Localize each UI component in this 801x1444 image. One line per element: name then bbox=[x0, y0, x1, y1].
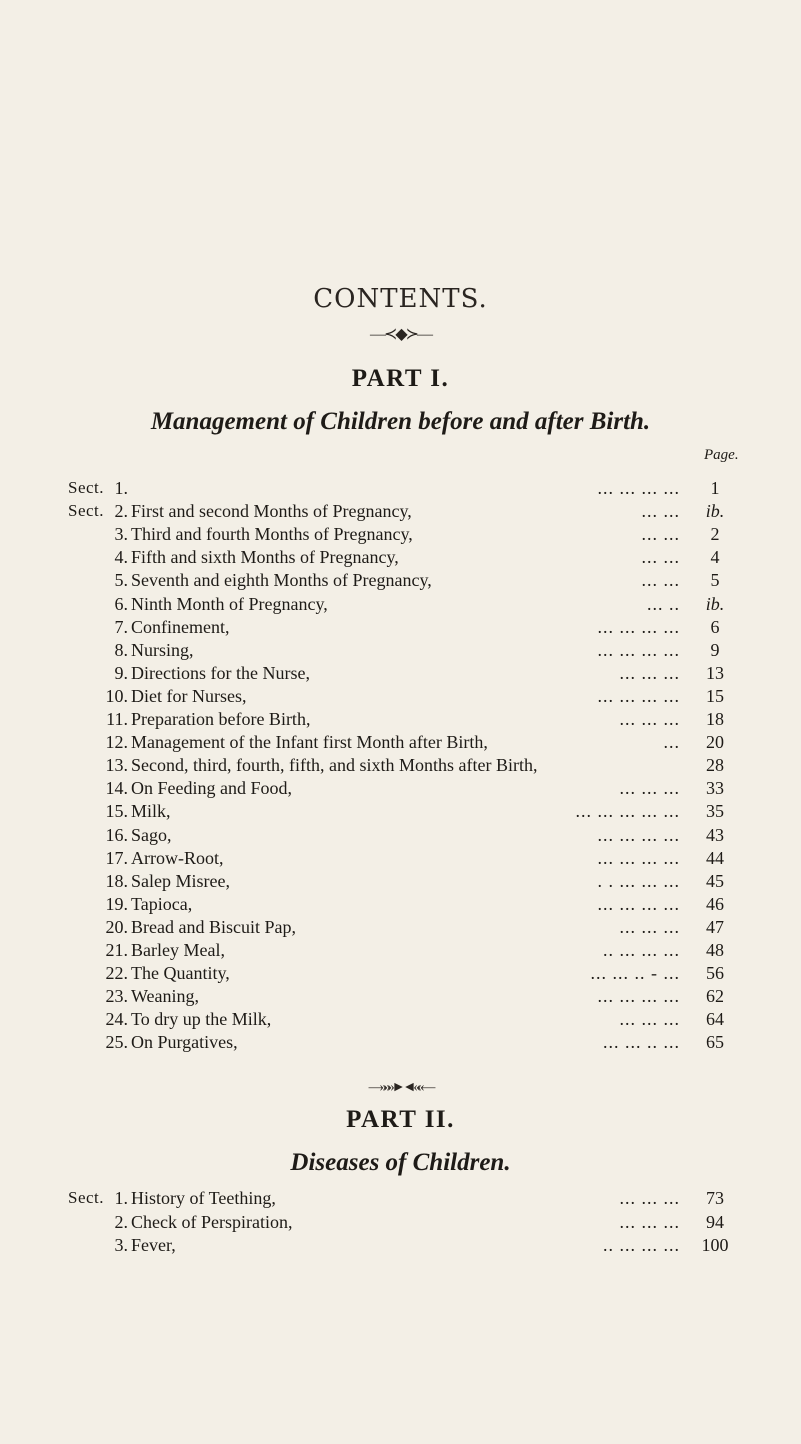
toc-entry bbox=[0, 800, 801, 822]
entry-leader-dots: ... ... ... bbox=[619, 662, 680, 683]
entry-title: Arrow-Root, bbox=[131, 847, 224, 868]
entry-title: Fever, bbox=[131, 1235, 176, 1255]
entry-page-number: 4 bbox=[710, 547, 720, 568]
entry-page-number: 45 bbox=[706, 870, 724, 891]
entry-title: First and second Months of Pregnancy, bbox=[131, 501, 412, 522]
toc-entry bbox=[0, 754, 801, 776]
toc-entry bbox=[0, 916, 801, 938]
entry-title: Directions for the Nurse, bbox=[131, 662, 310, 683]
page-column-heading: Page. bbox=[704, 447, 739, 463]
toc-entry bbox=[0, 870, 801, 892]
entry-number: 3. bbox=[114, 524, 128, 545]
toc-entry bbox=[0, 939, 801, 961]
entry-leader-dots: ... ... ... ... bbox=[597, 824, 680, 845]
entry-number: 4. bbox=[114, 547, 128, 568]
entry-number: 22. bbox=[105, 963, 128, 984]
toc-entry bbox=[0, 962, 801, 984]
entry-leader-dots: ... ... ... bbox=[619, 778, 680, 799]
entry-number: 19. bbox=[105, 893, 128, 914]
entry-leader-dots: . . ... ... ... bbox=[597, 870, 680, 891]
entry-page-number: 43 bbox=[706, 824, 724, 845]
entry-leader-dots: ... ... ... bbox=[619, 1188, 680, 1208]
entry-page-number: 73 bbox=[706, 1188, 724, 1208]
entry-page-number: 18 bbox=[706, 709, 724, 729]
toc-entry bbox=[0, 685, 801, 707]
entry-title: Preparation before Birth, bbox=[131, 709, 311, 729]
entry-title: Diet for Nurses, bbox=[131, 685, 247, 706]
sect-label: Sect. bbox=[68, 478, 105, 497]
page-heading: CONTENTS. bbox=[313, 284, 488, 314]
entry-title: History of Teething, bbox=[131, 1188, 276, 1208]
entry-title: Barley Meal, bbox=[131, 940, 225, 960]
entry-number: 2. bbox=[114, 501, 128, 522]
entry-leader-dots: ... ... .. - ... bbox=[590, 963, 680, 984]
entry-number: 8. bbox=[114, 639, 128, 660]
entry-title: Tapioca, bbox=[131, 893, 193, 914]
entry-leader-dots: ... ... ... ... bbox=[597, 685, 680, 706]
toc-entry bbox=[0, 1211, 801, 1233]
toc-entry bbox=[0, 477, 801, 499]
entry-number: 2. bbox=[114, 1211, 128, 1232]
entry-number: 15. bbox=[105, 801, 128, 822]
toc-entry bbox=[0, 1187, 801, 1209]
part2-title: PART II. bbox=[346, 1106, 455, 1133]
toc-entry bbox=[0, 500, 801, 522]
entry-page-number: 100 bbox=[701, 1235, 729, 1255]
entry-leader-dots: ... bbox=[663, 732, 680, 753]
entry-title: Third and fourth Months of Pregnancy, bbox=[131, 524, 413, 545]
entry-page-number: 64 bbox=[706, 1009, 724, 1030]
toc-entry bbox=[0, 824, 801, 846]
entry-title: On Purgatives, bbox=[131, 1032, 238, 1053]
entry-number: 20. bbox=[105, 916, 128, 937]
entry-page-number: 5 bbox=[710, 570, 720, 591]
entry-page-number: 20 bbox=[706, 732, 724, 753]
entry-page-number: 62 bbox=[706, 986, 724, 1007]
toc-entry bbox=[0, 1234, 801, 1256]
entry-leader-dots: ... ... ... bbox=[619, 1211, 680, 1232]
toc-entry bbox=[0, 1008, 801, 1030]
entry-leader-dots: ... ... ... ... bbox=[597, 639, 680, 660]
sect-label: Sect. bbox=[68, 1188, 105, 1207]
toc-entry bbox=[0, 639, 801, 661]
entry-title: Nursing, bbox=[131, 639, 194, 660]
entry-page-number: 2 bbox=[710, 524, 720, 545]
entry-leader-dots: ... ... ... bbox=[619, 709, 680, 729]
toc-entry bbox=[0, 546, 801, 568]
entry-number: 7. bbox=[114, 616, 128, 637]
entry-title: Weaning, bbox=[131, 986, 200, 1007]
entry-leader-dots: ... ... ... ... bbox=[597, 478, 680, 498]
entry-page-number: 56 bbox=[706, 963, 724, 984]
entry-leader-dots: .. ... ... ... bbox=[603, 1235, 680, 1255]
entry-page-number: 13 bbox=[706, 662, 724, 683]
entry-number: 23. bbox=[105, 986, 128, 1007]
entry-number: 17. bbox=[105, 847, 128, 868]
entry-leader-dots: ... .. bbox=[647, 593, 680, 614]
sect-label: Sect. bbox=[68, 501, 105, 521]
toc-entry bbox=[0, 847, 801, 869]
entry-number: 5. bbox=[114, 570, 128, 591]
entry-leader-dots: ... ... ... bbox=[619, 916, 680, 937]
entry-leader-dots: ... ... ... ... bbox=[597, 986, 680, 1007]
entry-number: 12. bbox=[105, 732, 128, 753]
entry-number: 24. bbox=[105, 1009, 128, 1030]
entry-number: 6. bbox=[114, 593, 128, 614]
entry-page-number: 65 bbox=[706, 1032, 724, 1053]
entry-title: On Feeding and Food, bbox=[131, 778, 292, 799]
entry-number: 16. bbox=[105, 824, 128, 845]
entry-title: Fifth and sixth Months of Pregnancy, bbox=[131, 547, 399, 568]
entry-page-number: 1 bbox=[710, 478, 720, 498]
part1-subtitle: Management of Children before and after Birth. bbox=[150, 408, 651, 435]
entry-title: Salep Misree, bbox=[131, 870, 230, 891]
entry-title: Sago, bbox=[131, 824, 172, 845]
toc-entry bbox=[0, 662, 801, 684]
entry-title: The Quantity, bbox=[131, 963, 230, 984]
entry-leader-dots: ... ... bbox=[641, 570, 680, 591]
entry-page-number: 28 bbox=[706, 755, 724, 776]
part-divider: —»»»►◄««— bbox=[368, 1080, 433, 1095]
entry-leader-dots: ... ... bbox=[641, 524, 680, 545]
toc-entry bbox=[0, 523, 801, 545]
toc-entry bbox=[0, 731, 801, 753]
entry-number: 9. bbox=[114, 662, 128, 683]
entry-leader-dots: ... ... ... ... ... bbox=[575, 801, 680, 822]
entry-number: 13. bbox=[105, 755, 128, 776]
entry-page-number: 47 bbox=[706, 916, 724, 937]
entry-number: 1. bbox=[114, 1188, 128, 1208]
entry-page-number: ib. bbox=[705, 593, 725, 614]
entry-page-number: 9 bbox=[710, 639, 720, 660]
toc-entry bbox=[0, 593, 801, 615]
part2-subtitle: Diseases of Children. bbox=[290, 1149, 511, 1176]
entry-number: 10. bbox=[105, 685, 128, 706]
toc-entry bbox=[0, 569, 801, 591]
entry-leader-dots: .. ... ... ... bbox=[603, 940, 680, 960]
entry-number: 21. bbox=[105, 940, 128, 960]
entry-leader-dots: ... ... bbox=[641, 501, 680, 522]
entry-number: 1. bbox=[114, 478, 128, 498]
entry-leader-dots: ... ... bbox=[641, 547, 680, 568]
toc-entry bbox=[0, 616, 801, 638]
entry-page-number: 15 bbox=[706, 685, 724, 706]
entry-title: Seventh and eighth Months of Pregnancy, bbox=[131, 570, 432, 591]
entry-page-number: 35 bbox=[706, 801, 724, 822]
entry-title: Bread and Biscuit Pap, bbox=[131, 916, 296, 937]
entry-page-number: 46 bbox=[706, 893, 724, 914]
toc-entry bbox=[0, 777, 801, 799]
entry-number: 11. bbox=[106, 709, 128, 729]
heading-ornament: —≺◆≻— bbox=[369, 326, 432, 343]
entry-leader-dots: ... ... ... ... bbox=[597, 616, 680, 637]
entry-title: Second, third, fourth, fifth, and sixth Months after Birth, bbox=[131, 755, 538, 776]
entry-number: 18. bbox=[105, 870, 128, 891]
entry-title: Check of Perspiration, bbox=[131, 1211, 293, 1232]
entry-number: 14. bbox=[105, 778, 128, 799]
part1-title: PART I. bbox=[351, 365, 450, 392]
entry-page-number: ib. bbox=[705, 501, 725, 522]
entry-title: Confinement, bbox=[131, 616, 230, 637]
entry-title: Management of the Infant first Month after Birth, bbox=[131, 732, 488, 753]
toc-entry bbox=[0, 893, 801, 915]
entry-page-number: 48 bbox=[706, 940, 724, 960]
entry-page-number: 44 bbox=[706, 847, 724, 868]
entry-leader-dots: ... ... ... ... bbox=[597, 893, 680, 914]
entry-leader-dots: ... ... .. ... bbox=[603, 1032, 680, 1053]
entry-leader-dots: ... ... ... bbox=[619, 1009, 680, 1030]
toc-entry bbox=[0, 1031, 801, 1053]
entry-title: To dry up the Milk, bbox=[131, 1009, 272, 1030]
entry-page-number: 6 bbox=[710, 616, 720, 637]
entry-page-number: 33 bbox=[706, 778, 724, 799]
toc-entry bbox=[0, 985, 801, 1007]
entry-number: 3. bbox=[114, 1235, 128, 1255]
entry-number: 25. bbox=[105, 1032, 128, 1053]
toc-entry bbox=[0, 708, 801, 730]
entry-title: Milk, bbox=[131, 801, 171, 822]
entry-title: Ninth Month of Pregnancy, bbox=[131, 593, 328, 614]
entry-leader-dots: ... ... ... ... bbox=[597, 847, 680, 868]
entry-page-number: 94 bbox=[706, 1211, 724, 1232]
